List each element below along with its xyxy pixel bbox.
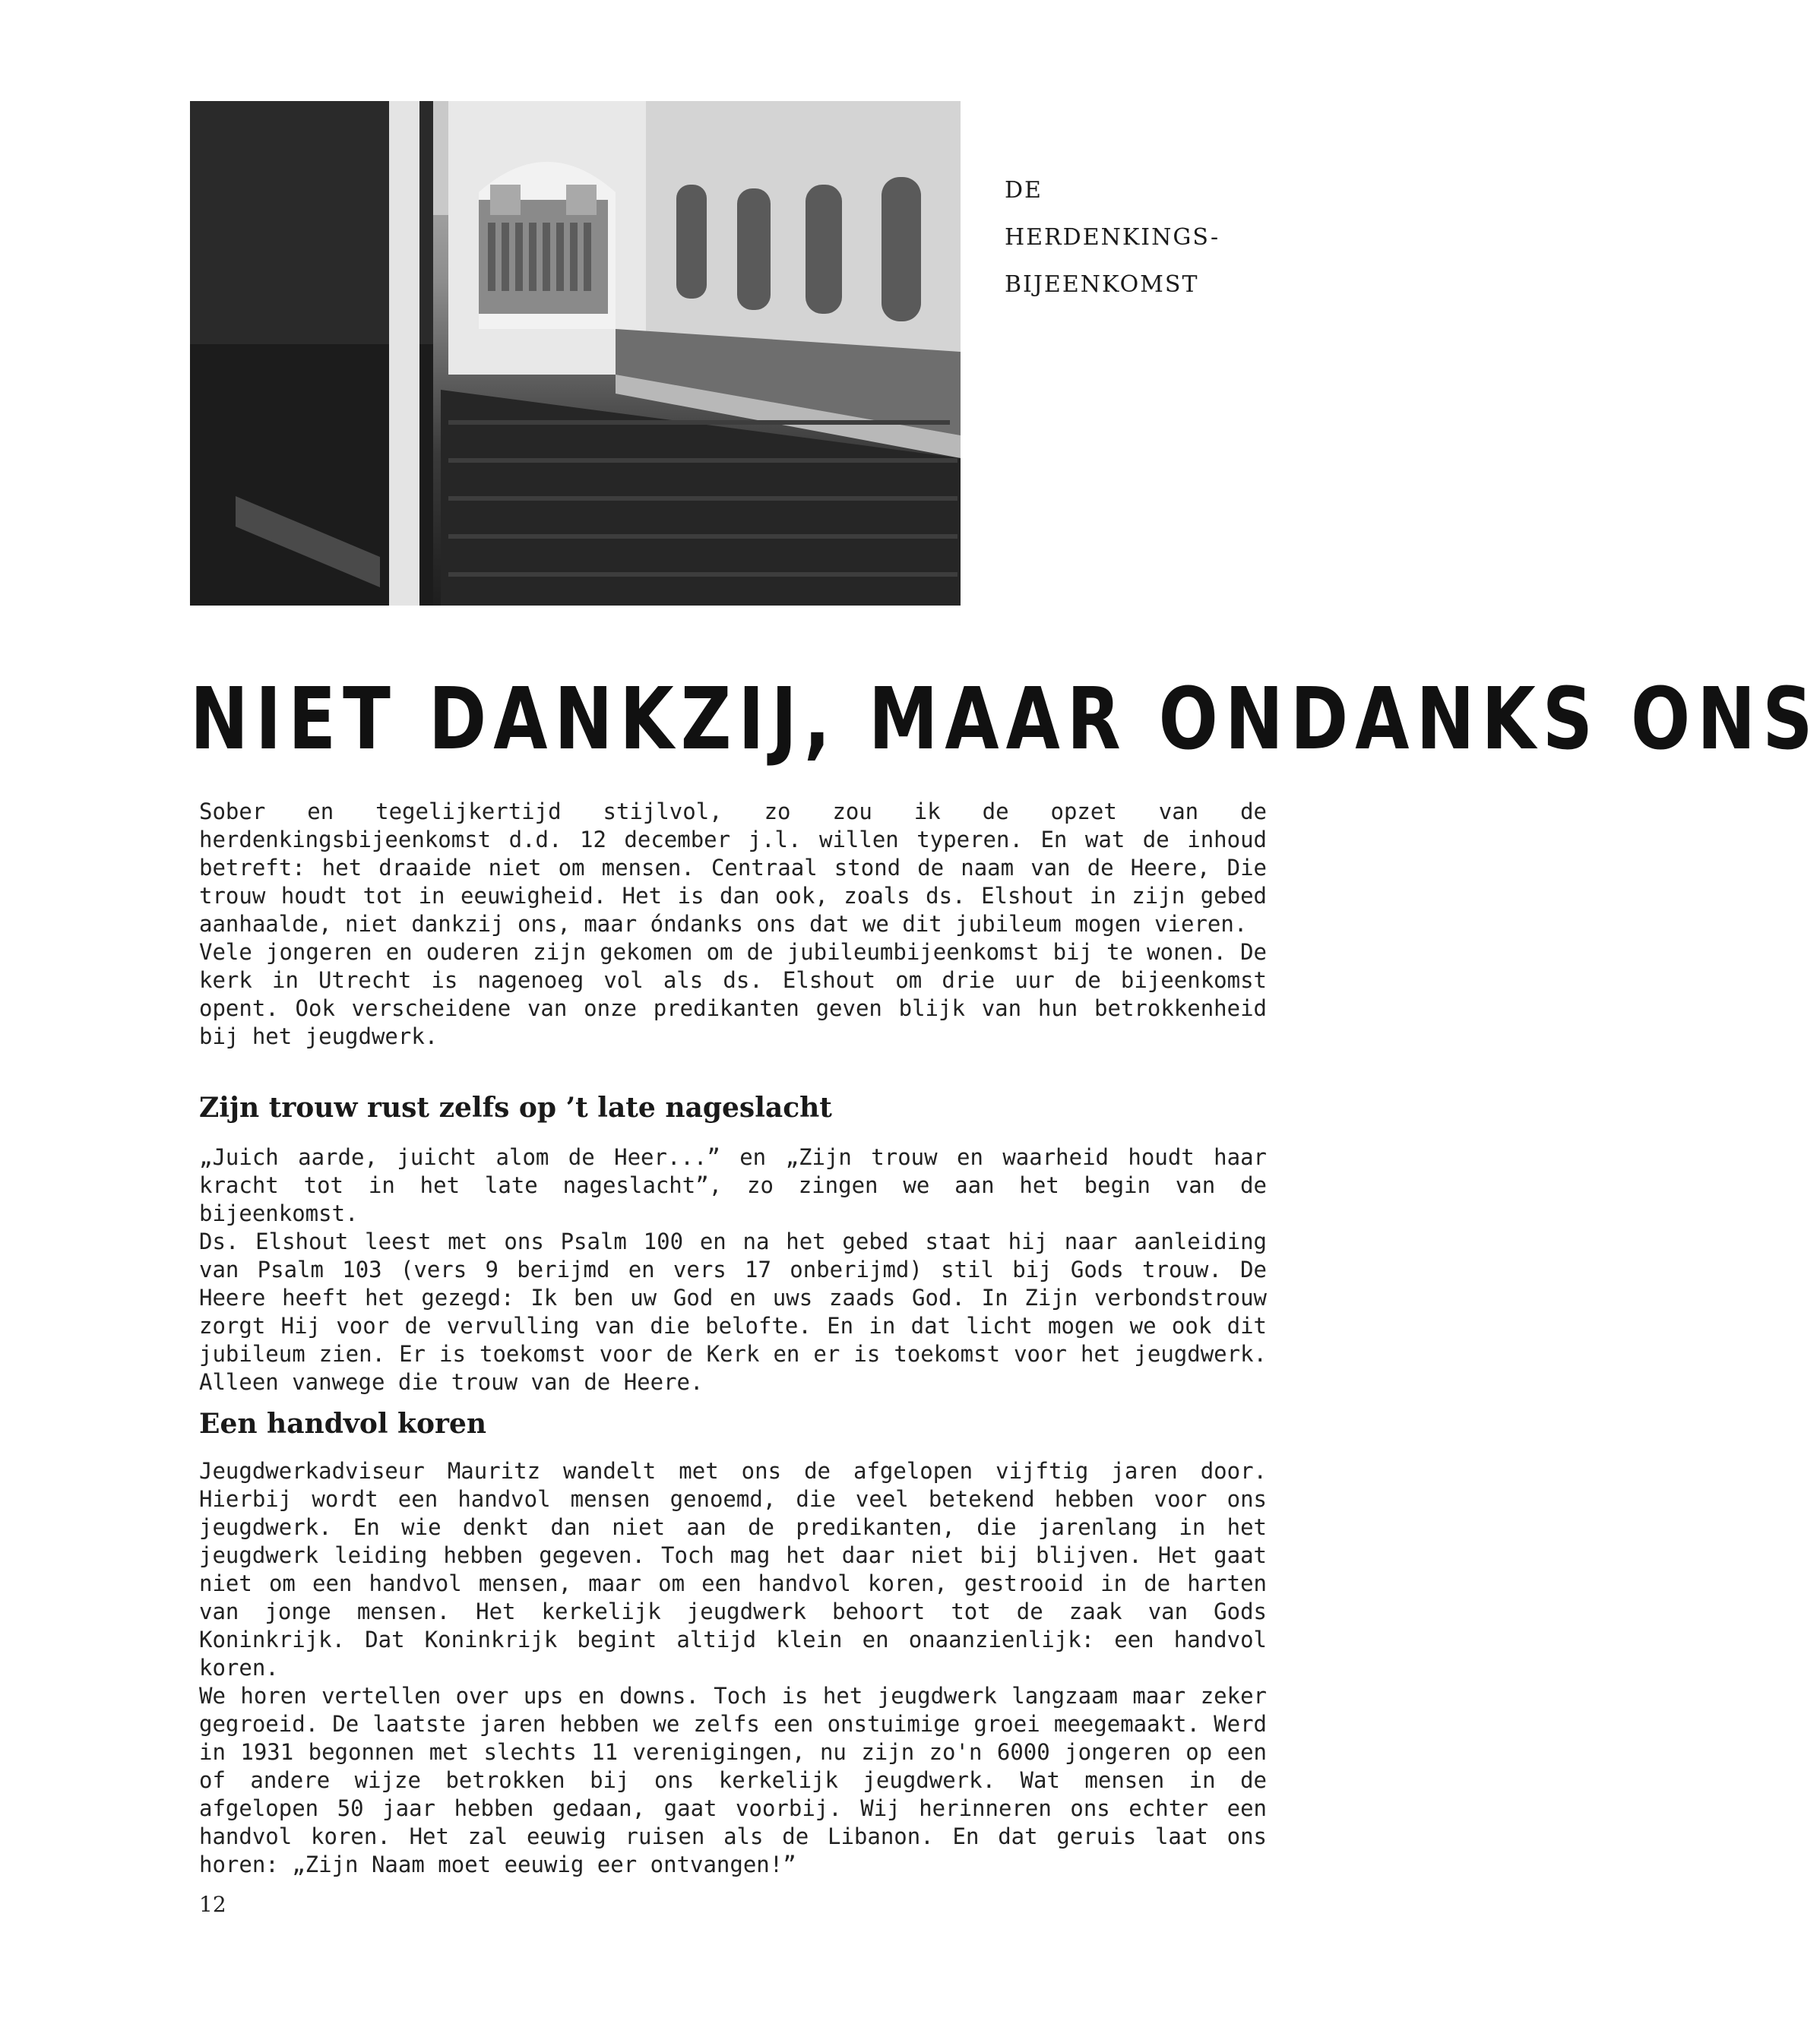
headline: NIET DANKZIJ, MAAR ONDANKS ONS xyxy=(190,669,1820,769)
side-title xyxy=(1005,167,1324,308)
paragraph: Jeugdwerkadviseur Mauritz wandelt met ons de afgelopen vijftig jaren door. Hierbij wordt een handvol mensen genoemd, die veel betekend hebben voor ons jeugdwerk. En wie denkt dan niet aan de predikanten, die jarenlang in het jeugdwerk leiding hebben gegeven. Toch mag het daar niet bij blijven. Het gaat niet om een handvol mensen, maar om een handvol koren, gestrooid in de harten van jonge mensen. Het kerkelijk jeugdwerk behoort tot de zaak van Gods Koninkrijk. Dat Koninkrijk begint altijd klein en onaanzienlijk: een handvol koren. xyxy=(199,1458,1267,1681)
paragraph: „Juich aarde, juicht alom de Heer...” en „Zijn trouw en waarheid houdt haar kracht tot in het late nageslacht”, zo zingen we aan het begin van de bijeenkomst. xyxy=(199,1144,1267,1226)
section-text xyxy=(199,1457,1267,1879)
church-interior-photo xyxy=(190,101,961,606)
page-number: 12 xyxy=(199,1892,226,1917)
paragraph: Vele jongeren en ouderen zijn gekomen om de jubileumbijeenkomst bij te wonen. De kerk in Utrecht is nagenoeg vol als ds. Elshout om drie uur de bijeenkomst opent. Ook verscheidene van onze predikanten geven blijk van hun betrokkenheid bij het jeugdwerk. xyxy=(199,939,1267,1049)
paragraph: We horen vertellen over ups en downs. Toch is het jeugdwerk langzaam maar zeker gegroeid. De laatste jaren hebben we zelfs een onstuimige groei meegemaakt. Werd in 1931 begonnen met slechts 11 verenigingen, nu zijn zo'n 6000 jongeren op een of andere wijze betrokken bij ons kerkelijk jeugdwerk. Wat mensen in de afgelopen 50 jaar hebben gedaan, gaat voorbij. Wij herinneren ons echter een handvol koren. Het zal eeuwig ruisen als de Libanon. En dat geruis laat ons horen: „Zijn Naam moet eeuwig eer ontvangen!” xyxy=(199,1683,1267,1877)
section-heading: Een handvol koren xyxy=(199,1408,487,1440)
intro-text xyxy=(199,798,1267,1051)
side-title-line: DE xyxy=(1005,177,1043,204)
section-heading: Zijn trouw rust zelfs op ’t late nageslacht xyxy=(199,1092,832,1124)
paragraph: Ds. Elshout leest met ons Psalm 100 en na het gebed staat hij naar aanleiding van Psalm 103 (vers 9 berijmd en vers 17 onberijmd) stil bij Gods trouw. De Heere heeft het gezegd: Ik ben uw God en uws zaads God. In Zijn verbondstrouw zorgt Hij voor de vervulling van die belofte. En in dat licht mogen we ook dit jubileum zien. Er is toekomst voor de Kerk en er is toekomst voor het jeugdwerk. Alleen vanwege die trouw van de Heere. xyxy=(199,1229,1267,1395)
paragraph: Sober en tegelijkertijd stijlvol, zo zou ik de opzet van de herdenkingsbijeenkomst d.d. 12 december j.l. willen typeren. En wat de inhoud betreft: het draaide niet om mensen. Centraal stond de naam van de Heere, Die trouw houdt tot in eeuwigheid. Het is dan ook, zoals ds. Elshout in zijn gebed aanhaalde, niet dankzij ons, maar óndanks ons dat we dit jubileum mogen vieren. xyxy=(199,799,1267,937)
side-title-line: BIJEENKOMST xyxy=(1005,271,1199,298)
section-text xyxy=(199,1143,1267,1396)
side-title-line: HERDENKINGS- xyxy=(1005,224,1220,251)
